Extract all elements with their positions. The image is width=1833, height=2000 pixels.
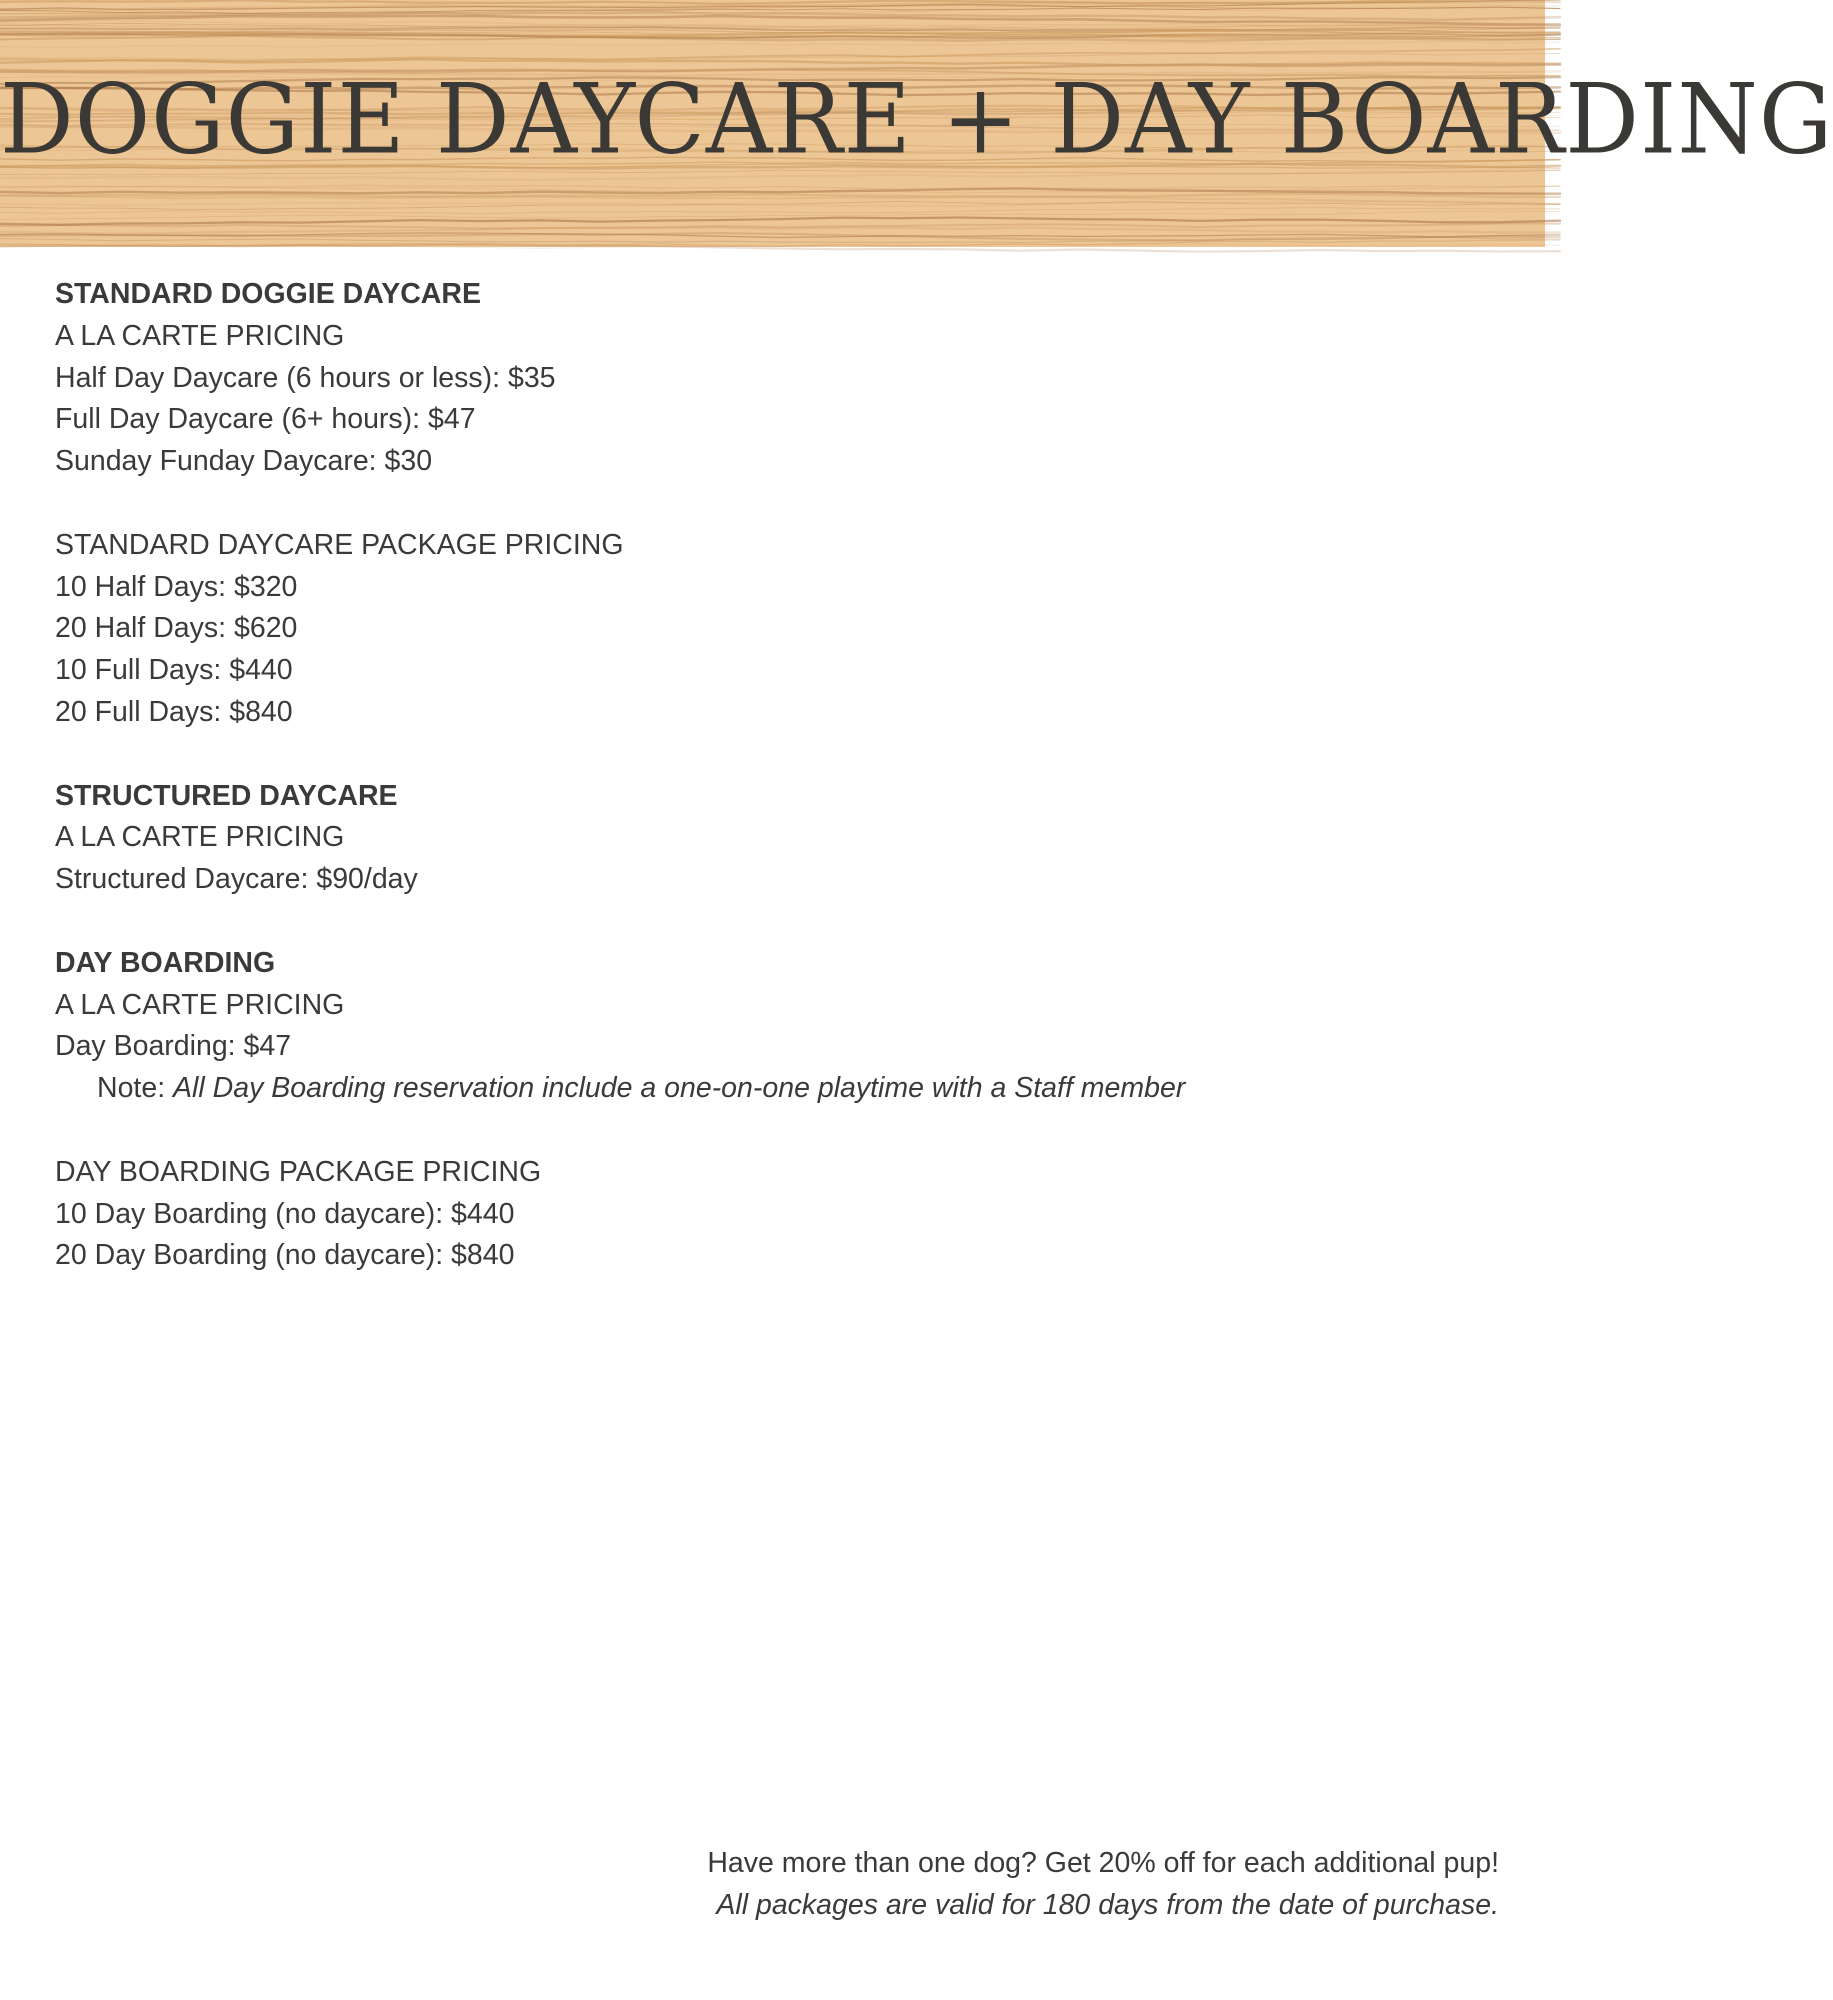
- section-heading-standard-daycare: STANDARD DOGGIE DAYCARE: [55, 278, 481, 310]
- package-item: 10 Half Days: $320: [55, 570, 298, 603]
- package-item: 20 Day Boarding (no daycare): $840: [55, 1239, 515, 1272]
- subheading-a-la-carte: A LA CARTE PRICING: [55, 988, 345, 1021]
- package-item: 10 Full Days: $440: [55, 654, 293, 687]
- package-item: 20 Full Days: $840: [55, 695, 293, 728]
- day-boarding-note: [55, 1068, 1455, 1110]
- subheading-a-la-carte: A LA CARTE PRICING: [55, 821, 345, 854]
- section-heading-structured-daycare: STRUCTURED DAYCARE: [55, 779, 398, 812]
- price-item: Sunday Funday Daycare: $30: [55, 445, 433, 478]
- wood-grain-line: [0, 208, 1560, 214]
- package-item: 10 Day Boarding (no daycare): $440: [55, 1197, 515, 1230]
- price-item: Half Day Daycare (6 hours or less): $35: [55, 361, 556, 394]
- subheading-package-pricing: DAY BOARDING PACKAGE PRICING: [55, 1155, 542, 1188]
- package-item: 20 Half Days: $620: [55, 612, 298, 645]
- page-title: DOGGIE DAYCARE + DAY BOARDING: [0, 63, 1833, 176]
- subheading-a-la-carte: A LA CARTE PRICING: [55, 319, 345, 352]
- subheading-package-pricing: STANDARD DAYCARE PACKAGE PRICING: [55, 528, 624, 561]
- price-item: Full Day Daycare (6+ hours): $47: [55, 403, 476, 436]
- wood-grain-line: [0, 185, 1560, 189]
- section-heading-day-boarding: DAY BOARDING: [55, 946, 276, 979]
- wood-grain-line: [0, 227, 1560, 233]
- pricing-content: [55, 274, 1455, 1277]
- wood-grain-line: [0, 218, 1560, 225]
- wood-banner: [0, 0, 1833, 247]
- note-label: Note:: [97, 1072, 166, 1105]
- price-item: Structured Daycare: $90/day: [55, 863, 418, 896]
- price-item: Day Boarding: $47: [55, 1030, 292, 1063]
- wood-grain-line: [0, 42, 1560, 48]
- footer-notes: [707, 1843, 1499, 1927]
- package-validity-text: All packages are valid for 180 days from the date of purchase.: [716, 1888, 1499, 1921]
- note-text: All Day Boarding reservation include a one-on-one playtime with a Staff member: [173, 1072, 1186, 1105]
- multi-dog-discount-text: Have more than one dog? Get 20% off for each additional pup!: [707, 1847, 1499, 1879]
